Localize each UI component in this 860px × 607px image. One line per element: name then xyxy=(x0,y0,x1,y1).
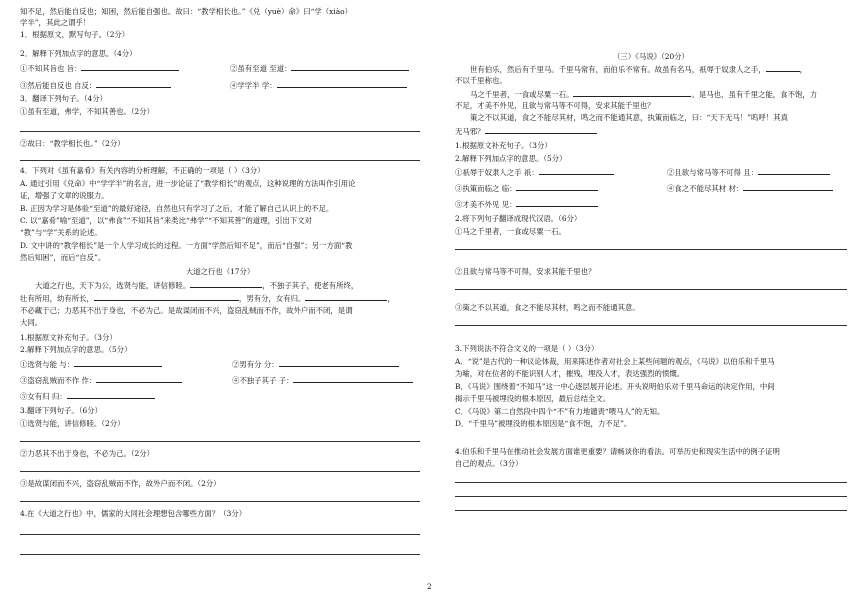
q4-option-d-2: 然后知困”，而后“自反”。 xyxy=(20,253,106,262)
s2-row-1 xyxy=(20,358,420,370)
s3-item-b: ②力恶其不出于身也，不必为己。（2分） xyxy=(20,449,155,458)
answer-line[interactable] xyxy=(455,510,847,511)
q2-item-a: ①祇辱于奴隶人之手 祇： xyxy=(455,168,539,177)
answer-blank[interactable] xyxy=(291,62,409,71)
passage-line-2: 壮有所用，幼有所长， ，男有分，女有归。 ， xyxy=(20,294,395,303)
passage-line-4: 不足，才美不外见，且欲与常马等不可得，安求其能千里也？ xyxy=(455,101,655,110)
s2-row-2 xyxy=(20,374,420,386)
question-4: 3.下列说法不符合文义的一项是（ ）（3分） xyxy=(455,344,599,353)
answer-blank[interactable] xyxy=(539,166,614,175)
question-5-line-1: 4.伯乐和千里马在推动社会发展方面谁更重要？请畅谈你的看法。可举历史和现实生活中的例子证明 xyxy=(455,447,780,456)
s2-item-c: ③盗窃乱贼而不作 作： xyxy=(20,376,97,385)
q2-item-b: ②且欲与常马等不可得 且： xyxy=(667,166,830,178)
q4-option-c: C．《马说》第二自然段中四个“不”有力地谴责“喂马人”的无知。 xyxy=(455,407,665,416)
q4-option-a-1: A．“说”是古代的一种议论体裁，用来陈述作者对社会上某些问题的观点，《马说》以伯乐和千里马 xyxy=(455,357,775,366)
question-2: 2.解释下列加点字的意思。（5分） xyxy=(455,154,567,163)
q3-item-a: ①虽有至道，弗学，不知其善也。（2分） xyxy=(20,107,155,116)
q2-row-2 xyxy=(20,79,420,91)
s2-item-b: ②男有分 分： xyxy=(232,358,399,370)
sub-question-4: 4.在《大道之行也》中，儒家的大同社会理想包含哪些方面？（3分） xyxy=(20,509,247,518)
q3-item-b: ②且欲与常马等不可得，安求其能千里也？ xyxy=(455,267,596,276)
q4-option-d-1: D. 文中讲的“教学相长”是一个人学习成长的过程。一方面“学然后知不足”，而后“自强”；另一方面“教 xyxy=(20,241,353,250)
fill-blank[interactable] xyxy=(190,279,262,288)
sub-question-3: 3.翻译下列句子。（6分） xyxy=(20,406,102,415)
passage-line-3: 马之千里者，一食或尽粟一石。 。是马也，虽有千里之能，食不饱，力 xyxy=(470,90,818,99)
q2-item-c: ③执策而临之 临： xyxy=(455,184,517,193)
passage-line-2: 不以千里称也。 xyxy=(455,76,507,85)
q2-row-1 xyxy=(20,62,420,74)
s2-item-e: ⑤女有归 归： xyxy=(20,392,67,401)
passage-line-1: 大道之行也，天下为公，选贤与能，讲信修睦。 ，不独子其子，使老有所终， xyxy=(35,281,359,290)
passage-line-4: 大同。 xyxy=(20,318,43,327)
s2-item-d: ④不独子其子 子： xyxy=(232,374,413,386)
intro-line-1: 知不足，然后能自反也；知困，然后能自强也。故曰：“教学相长也。”《兑（yuè）命》曰“学（xiào） xyxy=(20,7,352,16)
answer-line[interactable] xyxy=(455,496,847,497)
q4-option-c-2: “教”与“学”关系的论述。 xyxy=(20,228,102,237)
q2-row-1 xyxy=(455,166,847,178)
answer-blank[interactable] xyxy=(96,374,182,383)
answer-blank[interactable] xyxy=(96,79,171,88)
q4-option-b: B. 正因为学习是体验“至道”的最好途径，自然也只有学习了之后，才能了解自己认识上的不足。 xyxy=(20,204,334,213)
passage-line-3: 不必藏于己；力恶其不出于身也，不必为己。是故谋闭而不兴，盗窃乱贼而不作，故外户而不闭，是谓 xyxy=(20,306,353,315)
answer-line[interactable] xyxy=(20,534,420,535)
q4-option-a-2: 为喻，对在位者的不能识别人才，摧残，埋没人才，表达强烈的愤慨。 xyxy=(455,369,685,378)
q3-item-a: ①马之千里者，一食或尽粟一石。 xyxy=(455,227,566,236)
answer-line[interactable] xyxy=(20,441,420,442)
answer-blank[interactable] xyxy=(758,166,830,175)
passage-line-5: 策之不以其道，食之不能尽其材，鸣之而不能通其意，执策而临之，曰：“天下无马！”呜呼！其真 xyxy=(470,113,788,122)
question-3: 2.将下列句子翻译成现代汉语。（6分） xyxy=(455,214,582,223)
answer-blank[interactable] xyxy=(293,374,413,383)
answer-line[interactable] xyxy=(455,249,847,250)
q2-item-d: ④学学半 学： xyxy=(230,79,407,91)
answer-blank[interactable] xyxy=(516,198,598,207)
answer-blank[interactable] xyxy=(516,182,598,191)
answer-line[interactable] xyxy=(20,554,420,555)
fill-blank[interactable] xyxy=(573,88,691,97)
page-number: 2 xyxy=(427,582,432,591)
q2-item-d: ④食之不能尽其材 材： xyxy=(667,182,833,194)
sub-question-2: 2.解释下列加点字的意思。（5分） xyxy=(20,345,132,354)
intro-line-2: 学半”，其此之谓乎！ xyxy=(20,18,91,27)
answer-line[interactable] xyxy=(455,325,847,326)
s3-item-a: ①选贤与能，讲信修睦。（2分） xyxy=(20,419,125,428)
answer-line[interactable] xyxy=(20,471,420,472)
q4-option-b-1: B．《马说》围绕着“不知马”这一中心逐层展开论述。开头说明伯乐对千里马命运的决定作用，中间 xyxy=(455,382,775,391)
answer-blank[interactable] xyxy=(743,182,833,191)
answer-blank[interactable] xyxy=(279,358,399,367)
q4-option-b-2: 揭示千里马被埋没的根本原因，最后总结全文。 xyxy=(455,394,611,403)
q4-option-a-2: 证，增强了文章的说服力。 xyxy=(20,191,109,200)
answer-line[interactable] xyxy=(455,482,847,483)
q2-item-e: ⑤才美不外见 见： xyxy=(455,200,517,209)
fill-blank[interactable] xyxy=(485,125,597,134)
section-title-mashuo: （三）《马说》（20分） xyxy=(613,52,689,61)
answer-line[interactable] xyxy=(20,501,420,502)
fill-blank[interactable] xyxy=(94,292,239,301)
answer-blank[interactable] xyxy=(277,79,407,88)
q2-item-a: ①不知其旨也 旨： xyxy=(20,64,82,73)
question-1: 1.根据原文补充句子。（3分） xyxy=(455,141,552,150)
fill-blank[interactable] xyxy=(305,292,387,301)
q2-item-b: ②虽有至道 至道： xyxy=(230,62,409,74)
q4-option-a-1: A. 通过引用《兑命》中“学学半”的名言，进一步论证了“教学相长”的观点，这种说理的方法叫作引用论 xyxy=(20,179,356,188)
q4-option-c-1: C. 以“嘉肴”喻“至道”，以“弗食”“不知其旨”来类比“弗学”“不知其善”的道理，引出下文对 xyxy=(20,216,312,225)
q3-item-b: ②故曰：“教学相长也。”（2分） xyxy=(20,139,125,148)
q2-row-2 xyxy=(455,182,847,194)
passage-line-6: 无马邪？ xyxy=(455,125,847,137)
answer-line[interactable] xyxy=(455,289,847,290)
s2-item-a: ①选贤与能 与： xyxy=(20,360,75,369)
answer-line[interactable] xyxy=(20,131,420,132)
s3-item-c: ③是故谋闭而不兴，盗窃乱贼而不作，故外户而不闭。（2分） xyxy=(20,479,221,488)
answer-blank[interactable] xyxy=(81,62,179,71)
section-title-datong: 大道之行也（17分） xyxy=(185,267,255,276)
question-1: 1．根据原文，默写句子。（2分） xyxy=(20,30,130,39)
passage-line-1: 世有伯乐，然后有千里马。千里马常有，而伯乐不常有。故虽有名马，祇辱于奴隶人之手， ， xyxy=(470,65,808,74)
q4-option-d: D．“千里马”被埋没的根本原因是“食不饱，力不足”。 xyxy=(455,419,632,428)
answer-blank[interactable] xyxy=(74,358,162,367)
q2-row-3 xyxy=(455,198,847,210)
answer-line[interactable] xyxy=(20,160,420,161)
s2-row-3 xyxy=(20,390,420,402)
question-3: 3．翻译下列句子。（4分） xyxy=(20,94,108,103)
question-2: 2．解释下列加点字的意思。（4分） xyxy=(20,49,137,58)
question-4: 4．下列对《虽有嘉肴》有关内容的分析理解，不正确的一项是（ ）（3分） xyxy=(20,166,265,175)
question-5-line-2: 自己的观点。（3分） xyxy=(455,459,523,468)
q2-item-c: ③然后能自反也 自反： xyxy=(20,81,97,90)
sub-question-1: 1.根据原文补充句子。（3分） xyxy=(20,333,117,342)
answer-blank[interactable] xyxy=(67,390,155,399)
q3-item-c: ③策之不以其道，食之不能尽其材，鸣之而不能通其意。 xyxy=(455,303,640,312)
fill-blank[interactable] xyxy=(766,63,800,72)
